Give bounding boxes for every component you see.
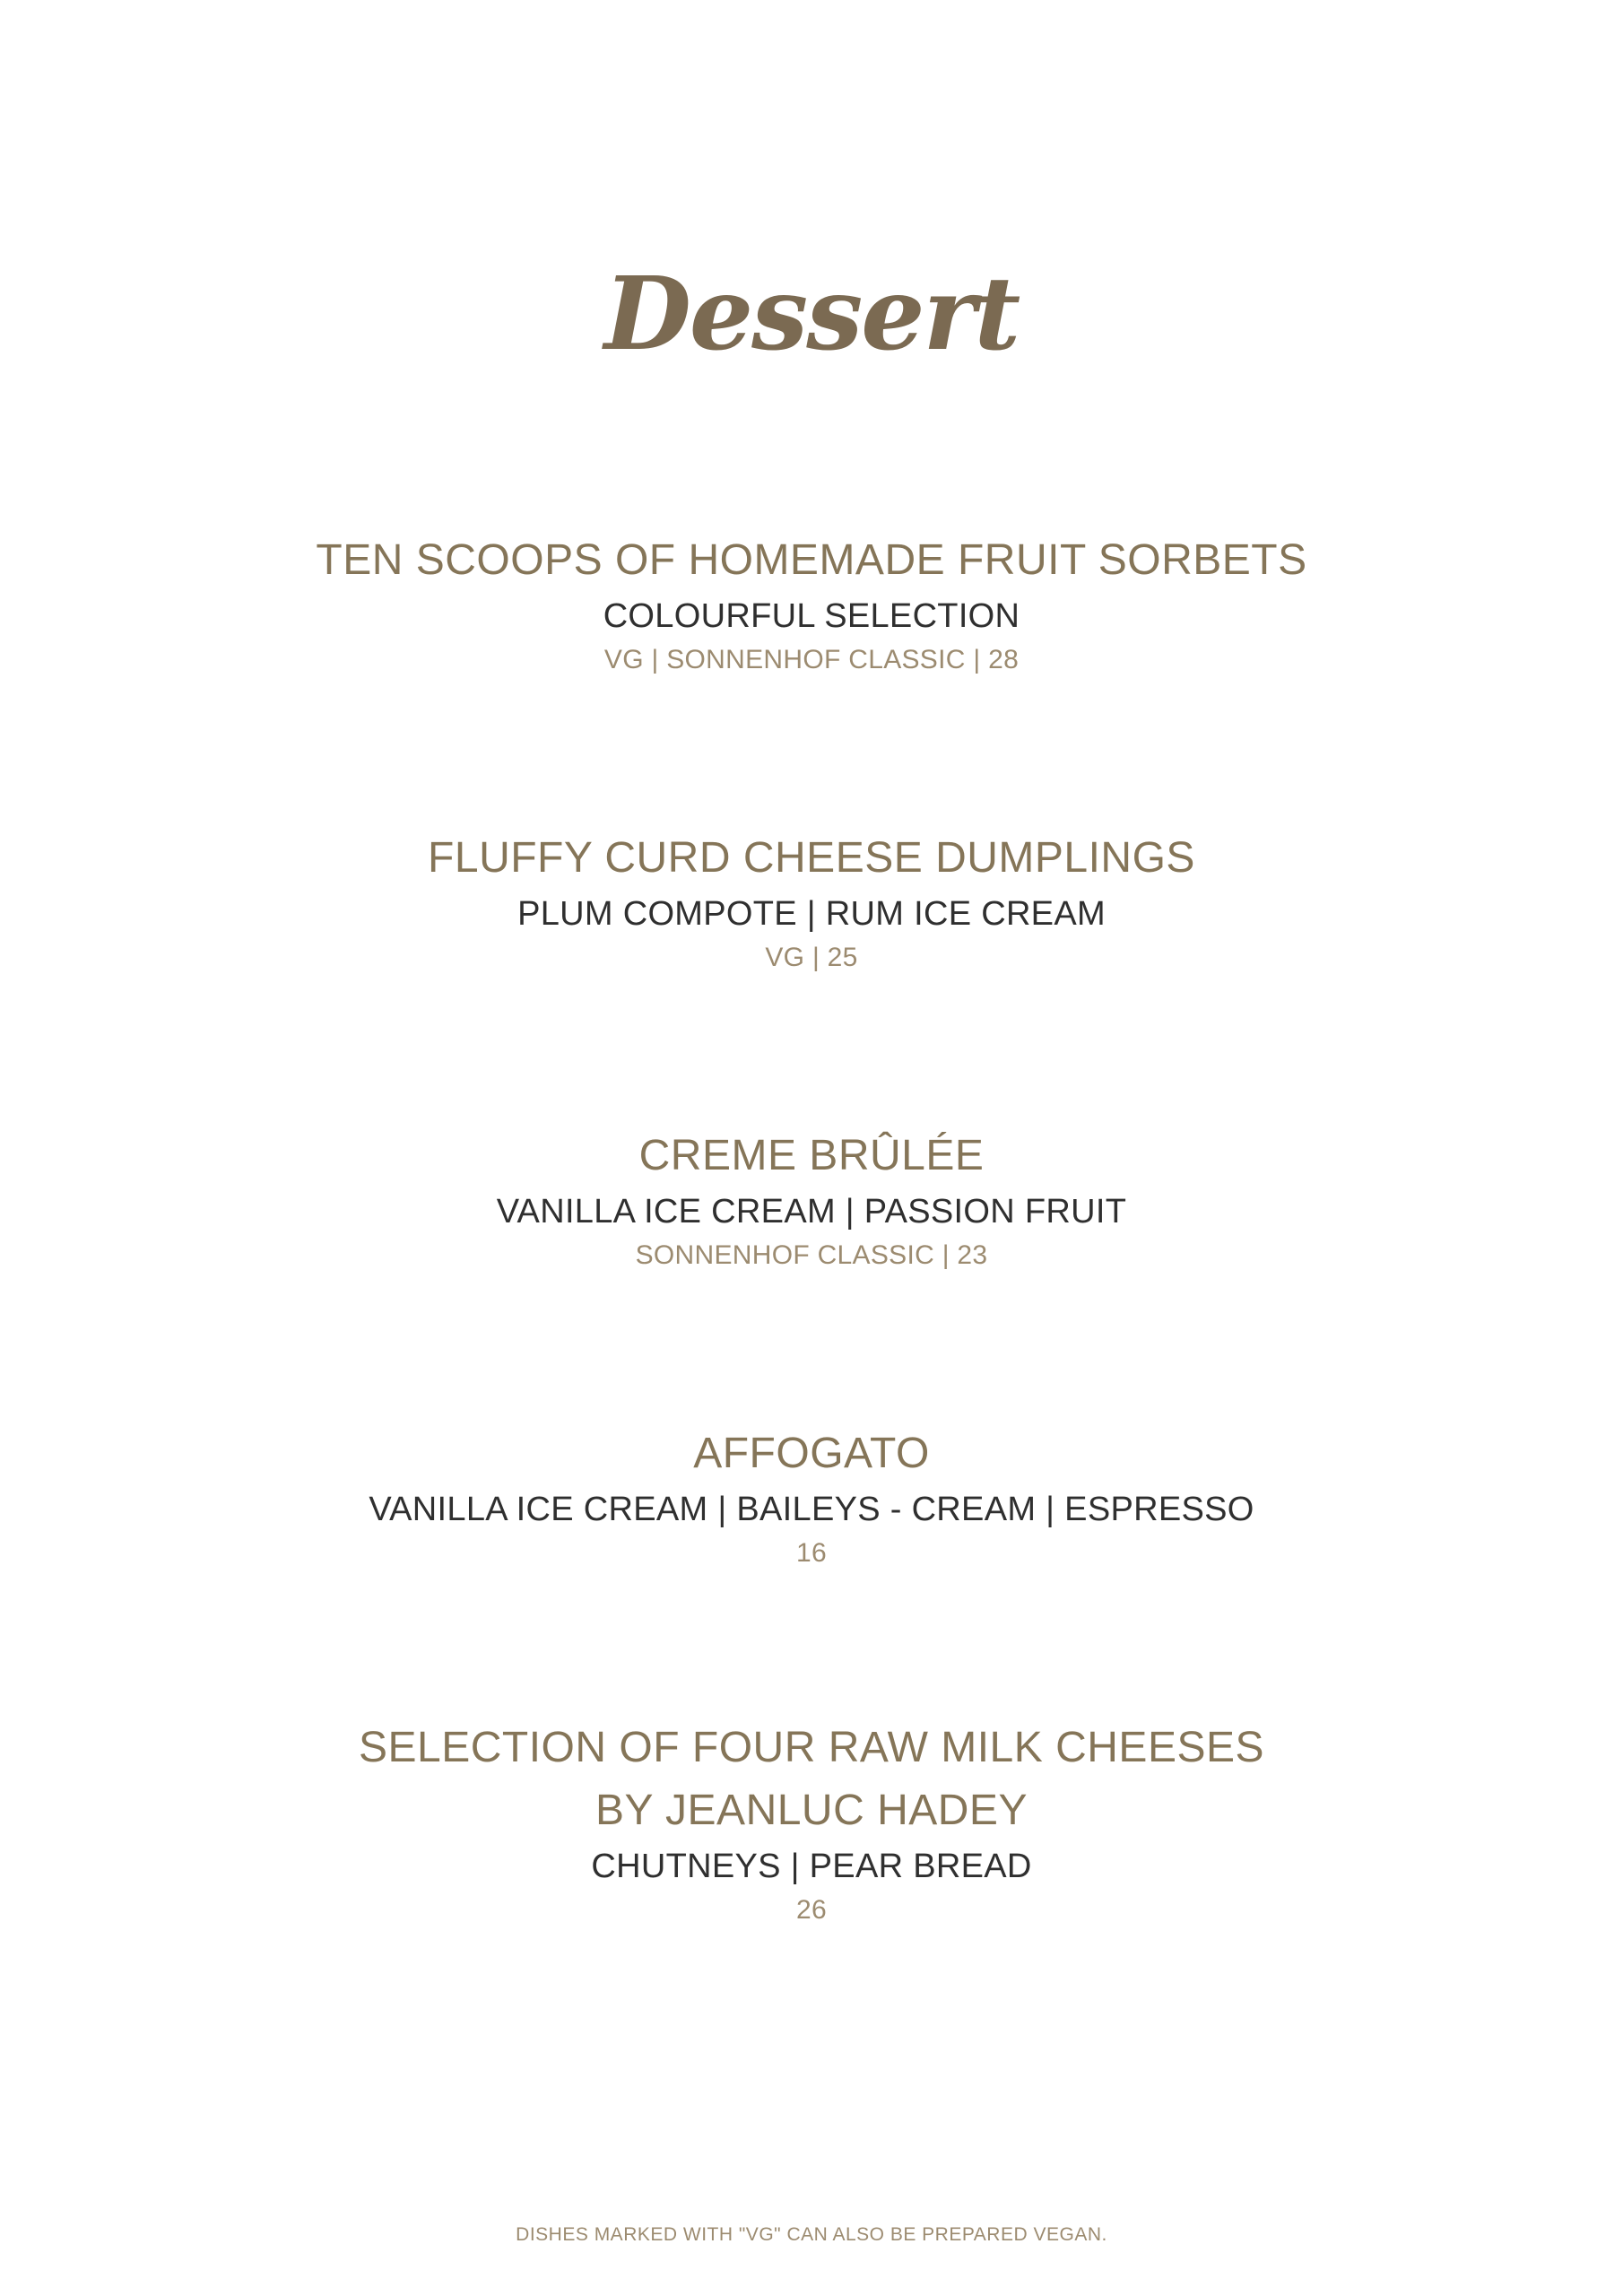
menu-item-title-line-2: BY JEANLUC HADEY bbox=[595, 1787, 1028, 1834]
menu-item-description: COLOURFUL SELECTION bbox=[603, 597, 1020, 635]
menu-item-title: FLUFFY CURD CHEESE DUMPLINGS bbox=[428, 834, 1195, 882]
menu-item-description: VANILLA ICE CREAM | PASSION FRUIT bbox=[496, 1193, 1127, 1231]
page-title: Dessert bbox=[603, 256, 1020, 373]
menu-item-title: AFFOGATO bbox=[693, 1430, 930, 1477]
menu-item-meta: VG | 25 bbox=[765, 943, 858, 972]
menu-item-sorbets bbox=[0, 529, 1623, 682]
menu-item-creme-brulee bbox=[0, 1125, 1623, 1277]
menu-item-title: TEN SCOOPS OF HOMEMADE FRUIT SORBETS bbox=[316, 536, 1307, 584]
menu-item-title: SELECTION OF FOUR RAW MILK CHEESES bbox=[358, 1724, 1265, 1771]
menu-item-affogato bbox=[0, 1422, 1623, 1575]
menu-item-meta: 16 bbox=[796, 1538, 827, 1568]
menu-item-description: CHUTNEYS | PEAR BREAD bbox=[591, 1848, 1032, 1885]
footnote: DISHES MARKED WITH "VG" CAN ALSO BE PREPARED VEGAN. bbox=[516, 2224, 1107, 2245]
menu-item-cheese-selection bbox=[0, 1717, 1623, 1932]
menu-item-description: PLUM COMPOTE | RUM ICE CREAM bbox=[517, 895, 1106, 933]
menu-item-meta: 26 bbox=[796, 1895, 827, 1925]
menu-item-meta: SONNENHOF CLASSIC | 23 bbox=[635, 1240, 988, 1270]
menu-item-title: CREME BRÛLÉE bbox=[638, 1132, 985, 1179]
menu-item-dumplings bbox=[0, 827, 1623, 979]
menu-item-meta: VG | SONNENHOF CLASSIC | 28 bbox=[603, 645, 1020, 674]
menu-item-description: VANILLA ICE CREAM | BAILEYS - CREAM | ESPRESSO bbox=[369, 1491, 1254, 1528]
